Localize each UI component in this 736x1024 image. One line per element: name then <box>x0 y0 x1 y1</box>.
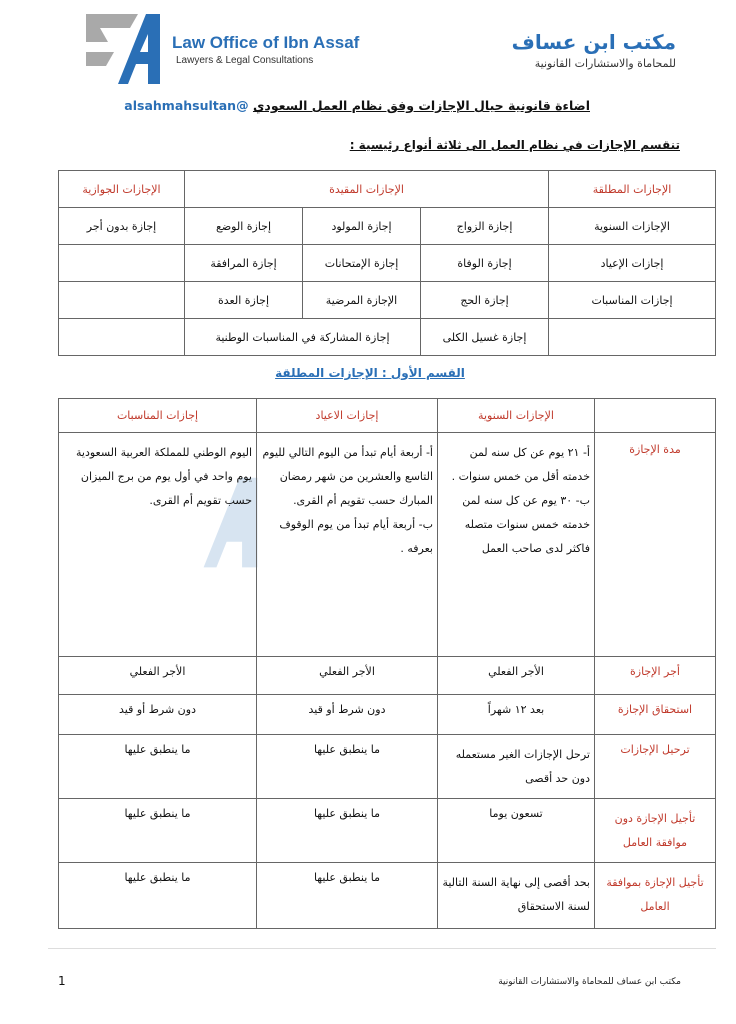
table-cell: دون شرط أو قيد <box>59 695 257 735</box>
table-cell: ما ينطبق عليها <box>257 735 438 799</box>
table-cell: الإجازة المرضية <box>303 282 421 319</box>
table-cell: الإجازات السنوية <box>549 208 716 245</box>
table-cell: إجازة المولود <box>303 208 421 245</box>
title-text: اضاءة قانونية حيال الإجازات وفق نظام العمل السعودي <box>252 98 590 113</box>
table-cell: ما ينطبق عليها <box>59 863 257 929</box>
twitter-handle: @alsahmahsultan <box>124 98 249 113</box>
table-row <box>59 657 716 695</box>
row-label: تأجيل الإجازة بموافقة العامل <box>595 863 716 929</box>
table-cell: إجازة المشاركة في المناسبات الوطنية <box>185 319 421 356</box>
empty-header-cell <box>595 399 716 433</box>
table-cell: إجازة الإمتحانات <box>303 245 421 282</box>
column-header: إجازات المناسبات <box>59 399 257 433</box>
footer-text: مكتب ابن عساف للمحاماة والاستشارات القانونية <box>498 977 681 987</box>
document-title <box>124 98 590 113</box>
table-cell: إجازة الوفاة <box>421 245 549 282</box>
header-absolute-leaves: الإجازات المطلقة <box>549 171 716 208</box>
table-cell: ترحل الإجازات الغير مستعمله دون حد أقصى <box>438 735 595 799</box>
row-label: مدة الإجازة <box>595 433 716 657</box>
table-cell: دون شرط أو قيد <box>257 695 438 735</box>
table-row <box>59 208 716 245</box>
row-label: ترحيل الإجازات <box>595 735 716 799</box>
leave-types-table <box>58 170 716 356</box>
table-cell: إجازة غسيل الكلى <box>421 319 549 356</box>
table-cell: الأجر الفعلي <box>257 657 438 695</box>
table-cell: ما ينطبق عليها <box>59 735 257 799</box>
table-cell <box>59 433 257 657</box>
row-label: أجر الإجازة <box>595 657 716 695</box>
table-cell: إجازات المناسبات <box>549 282 716 319</box>
duration-occasions: اليوم الوطني للمملكة العربية السعودية يوم واحد في أول يوم من برج الميزان حسب تقويم أم القرى. <box>76 446 252 507</box>
duration-eid-a: أ- أربعة أيام تبدأ من اليوم التالي لليوم التاسع والعشرين من شهر رمضان المبارك حسب تقويم أم القرى. <box>262 446 433 507</box>
table-cell: ما ينطبق عليها <box>257 799 438 863</box>
firm-name-english: Law Office of Ibn Assaf <box>172 33 360 52</box>
table-row <box>59 282 716 319</box>
table-cell: إجازة المرافقة <box>185 245 303 282</box>
table-cell: إجازة الزواج <box>421 208 549 245</box>
table-cell: ما ينطبق عليها <box>59 799 257 863</box>
duration-annual-a: أ- ٢١ يوم عن كل سنه لمن خدمته أقل من خمس سنوات . <box>451 446 590 483</box>
firm-logo <box>78 8 168 86</box>
table-cell: إجازات الإعياد <box>549 245 716 282</box>
table-row <box>59 799 716 863</box>
firm-subtitle-arabic: للمحاماة والاستشارات القانونية <box>534 57 676 70</box>
table-row <box>59 245 716 282</box>
absolute-leaves-table <box>58 398 716 929</box>
table-cell <box>59 245 185 282</box>
table-row <box>59 735 716 799</box>
table-row <box>59 695 716 735</box>
intro-text: تنقسم الإجازات في نظام العمل الى ثلاثة أنواع رئيسية : <box>349 138 680 152</box>
table-cell <box>438 433 595 657</box>
row-label: تأجيل الإجازة دون موافقة العامل <box>595 799 716 863</box>
page-number: 1 <box>58 974 66 988</box>
table-cell: تسعون يوما <box>438 799 595 863</box>
table-cell: إجازة بدون أجر <box>59 208 185 245</box>
duration-eid-b: ب- أربعة أيام تبدأ من يوم الوقوف بعرفه . <box>279 518 433 555</box>
table-cell: الأجر الفعلي <box>59 657 257 695</box>
header-restricted-leaves: الإجازات المقيدة <box>185 171 549 208</box>
table-cell: إجازة العدة <box>185 282 303 319</box>
table-cell: إجازة الوضع <box>185 208 303 245</box>
table-row <box>59 863 716 929</box>
footer-divider <box>48 948 716 949</box>
table-cell: الأجر الفعلي <box>438 657 595 695</box>
table-cell <box>59 319 185 356</box>
table-row <box>59 319 716 356</box>
section-one-title: القسم الأول : الإجازات المطلقة <box>275 366 465 380</box>
table-cell: بحد أقصى إلى نهاية السنة التالية لسنة الاستحقاق <box>438 863 595 929</box>
table-cell <box>59 282 185 319</box>
table-cell: بعد ١٢ شهراً <box>438 695 595 735</box>
column-header: الإجازات السنوية <box>438 399 595 433</box>
column-header: إجازات الاعياد <box>257 399 438 433</box>
firm-name-arabic: مكتب ابن عساف <box>511 30 676 54</box>
table-cell: إجازة الحج <box>421 282 549 319</box>
row-label: استحقاق الإجازة <box>595 695 716 735</box>
table-cell: ما ينطبق عليها <box>257 863 438 929</box>
table-cell <box>257 433 438 657</box>
table-cell <box>549 319 716 356</box>
firm-subtitle-english: Lawyers & Legal Consultations <box>176 55 314 66</box>
header-optional-leaves: الإجازات الجوازية <box>59 171 185 208</box>
duration-annual-b: ب- ٣٠ يوم عن كل سنه لمن خدمته خمس سنوات متصله فاكثر لدى صاحب العمل <box>462 494 590 555</box>
